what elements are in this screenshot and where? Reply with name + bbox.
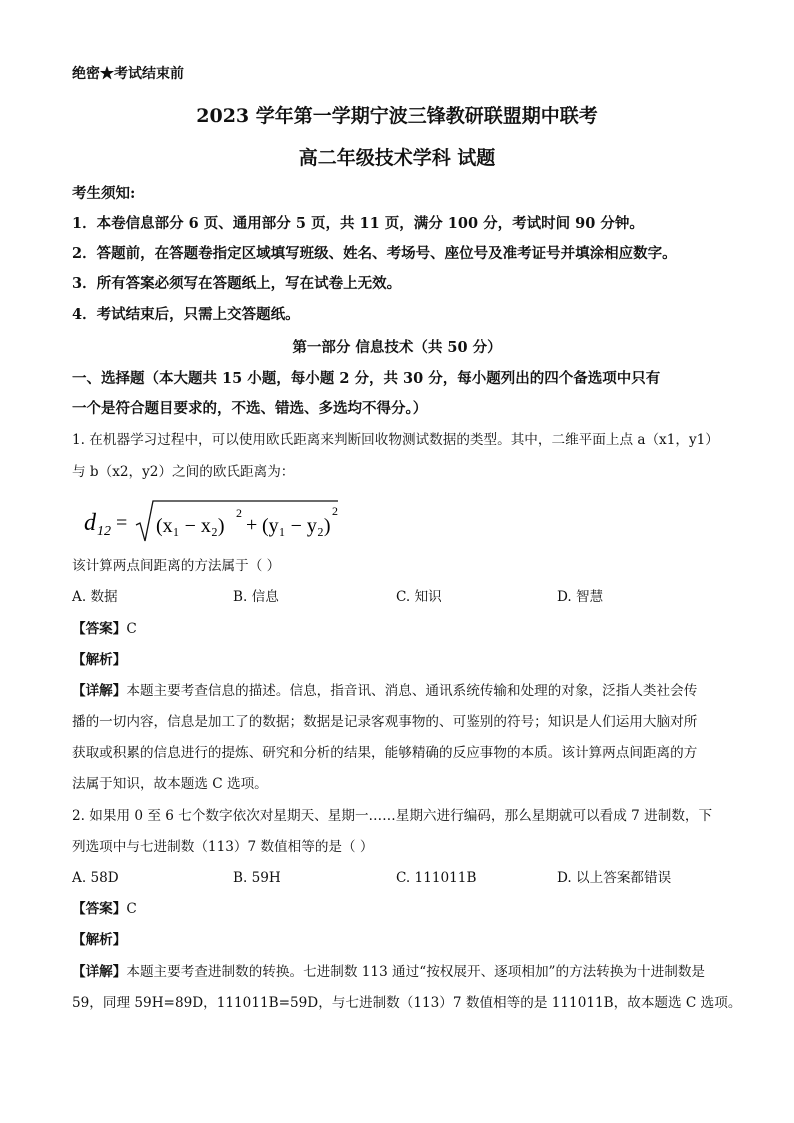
q2-option-a: A. 58D [72,870,119,886]
formula-term2: (y₁ − y₂) [262,515,331,537]
q2-answer-tag: 【答案】 [72,901,127,917]
formula-term1: (x₁ − x₂) [156,515,225,537]
exam-subtitle: 高二年级技术学科 试题 [298,147,496,169]
q2-analysis [72,930,126,950]
section-instruction-line2: 一个是符合题目要求的，不选、错选、多选均不得分。） [72,400,428,417]
formula-lhs: d [84,510,96,536]
notice-item-1: 1．本卷信息部分 6 页、通用部分 5 页，共 11 页，满分 100 分，考试时间 90 分钟。 [72,215,644,232]
formula-exp1: 2 [236,506,242,520]
formula-equals: = [116,512,128,534]
q1-stem-line1: 1. 在机器学习过程中，可以使用欧氏距离来判断回收物测试数据的类型。其中，二维平面上点 a（x1，y1） [72,432,719,448]
q2-option-d: D. 以上答案都错误 [557,870,672,886]
q2-answer [72,899,137,919]
section-instruction-line1: 一、选择题（本大题共 15 小题，每小题 2 分，共 30 分，每小题列出的四个备选项中只有 [72,370,661,387]
q1-option-b: B. 信息 [233,589,279,605]
q2-stem-line1: 2. 如果用 0 至 6 七个数字依次对星期天、星期一……星期六进行编码，那么星期就可以看成 7 进制数，下 [72,808,713,824]
q2-option-c: C. 111011B [396,870,477,886]
q2-detail-line1 [72,962,705,982]
notice-heading: 考生须知: [72,185,136,202]
q1-detail-line4: 法属于知识，故本题选 C 选项。 [72,776,268,792]
q1-option-d: D. 智慧 [557,589,604,605]
confidential-label: 绝密★考试结束前 [72,66,184,82]
q1-answer [72,619,137,639]
q1-answer-tag: 【答案】 [72,621,127,637]
q1-answer-value: C [126,621,137,637]
formula-lhs-sub: 12 [97,524,111,539]
q2-option-b: B. 59H [233,870,281,886]
q1-option-c: C. 知识 [396,589,442,605]
q2-analysis-tag: 【解析】 [72,932,127,948]
q1-detail-line3: 获取或积累的信息进行的提炼、研究和分析的结果，能够精确的反应事物的本质。该计算两点间距离的方 [72,745,698,761]
q1-analysis-tag: 【解析】 [72,652,127,668]
part1-title: 第一部分 信息技术（共 50 分） [292,339,502,356]
q1-stem-line2: 与 b（x2，y2）之间的欧氏距离为： [72,464,295,480]
q1-detail-line2: 播的一切内容，信息是加工了的数据；数据是记录客观事物的、可鉴别的符号；知识是人们运用大脑对所 [72,714,698,730]
q2-detail-tag: 【详解】 [72,964,127,980]
exam-title: 2023 学年第一学期宁波三锋教研联盟期中联考 [196,105,598,127]
q1-analysis [72,650,126,670]
q1-detail-text1: 本题主要考查信息的描述。信息，指音讯、消息、通讯系统传输和处理的对象，泛指人类社会传 [126,683,698,699]
formula-exp2: 2 [332,504,338,518]
q2-answer-value: C [126,901,137,917]
notice-item-2: 2．答题前，在答题卷指定区域填写班级、姓名、考场号、座位号及准考证号并填涂相应数字。 [72,245,677,262]
euclidean-distance-formula [82,497,342,547]
notice-item-4: 4．考试结束后，只需上交答题纸。 [72,306,300,323]
q1-detail-tag: 【详解】 [72,683,127,699]
formula-plus: + [246,514,258,536]
q2-stem-line2: 列选项中与七进制数（113）7 数值相等的是（ ） [72,839,374,855]
q1-option-a: A. 数据 [72,589,118,605]
q1-detail-line1 [72,681,697,701]
q1-question: 该计算两点间距离的方法属于（ ） [72,558,281,574]
q2-detail-line2: 59，同理 59H=89D，111011B=59D，与七进制数（113）7 数值相等的是 111011B，故本题选 C 选项。 [72,995,742,1011]
notice-item-3: 3．所有答案必须写在答题纸上，写在试卷上无效。 [72,275,402,292]
q2-detail-text1: 本题主要考查进制数的转换。七进制数 113 通过“按权展开、逐项相加”的方法转换为十进制数是 [126,964,706,980]
